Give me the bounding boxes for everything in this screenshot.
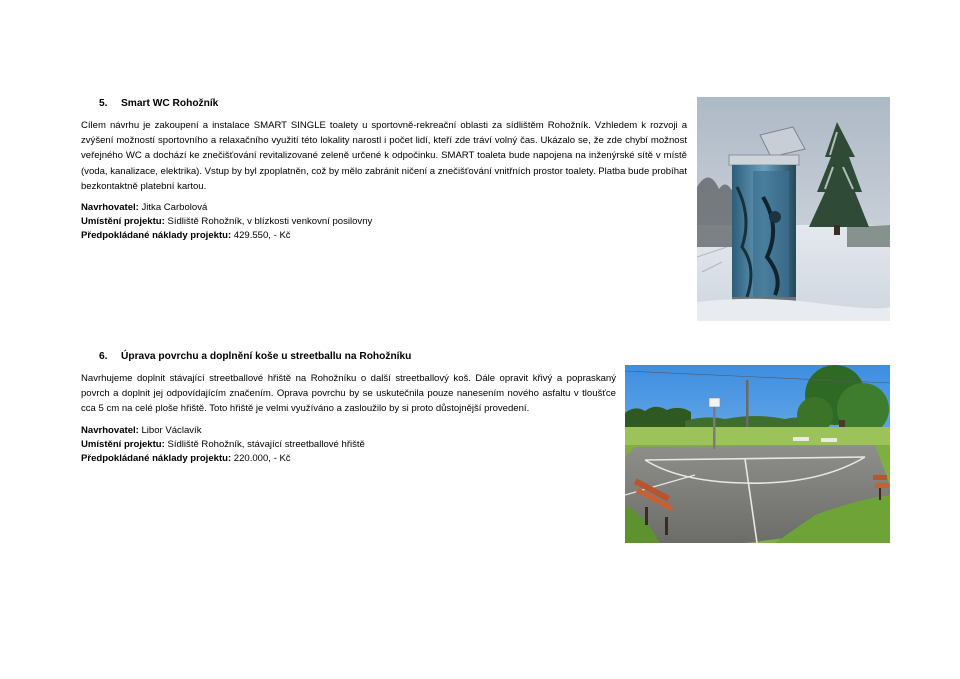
project-5-proposer-row bbox=[81, 201, 687, 215]
location-label: Umístění projektu: bbox=[81, 438, 165, 450]
cost-label: Předpokládané náklady projektu: bbox=[81, 453, 232, 465]
cost-label: Předpokládané náklady projektu: bbox=[81, 230, 232, 242]
project-5-location-row bbox=[81, 215, 687, 229]
project-6-proposer-row bbox=[81, 424, 616, 438]
project-6-title: Úprava povrchu a doplnění koše u streetballu na Rohožníku bbox=[121, 351, 412, 362]
proposer-value: Libor Václavík bbox=[141, 424, 202, 436]
project-5-meta bbox=[81, 201, 687, 244]
project-5-description: Cílem návrhu je zakoupení a instalace SMART SINGLE toalety u sportovně-rekreační oblasti za sídlištěm Rohožník. Vzhledem k rozvoji a zvýšení možností sportovního a relaxačního využití této lokality narostl i počet lidí, kteří zde tráví volný čas. Ukázalo se, že zde chybí možnost veřejného WC a dochází ke znečišťování revitalizované zeleně určené k odpočinku. SMART toaleta bude napojena na inženýrské sítě v místě (voda, kanalizace, elektrika). Vstup by byl zpoplatněn, což by mělo zabránit ničení a znečišťování vnitřních prostor toalety. Platba bude probíhat bezkontaktně platební kartou. bbox=[81, 120, 687, 192]
project-6-location-row bbox=[81, 438, 616, 452]
smart-toilet-photo bbox=[697, 97, 890, 321]
project-6-title-row bbox=[81, 351, 616, 362]
streetball-court-photo bbox=[625, 365, 890, 543]
project-6-description: Navrhujeme doplnit stávající streetballové hřiště na Rohožníku o další streetballový koš. Dále opravit křivý a popraskaný povrch a doplnit jej odpovídajícím značením. Oprava povrchu by se uskutečnila pouze nanesením nového asfaltu v tloušťce cca 5 cm na celé ploše hřiště. Toto hřiště je velmi využíváno a zasloužilo by si proto důstojnější provedení. bbox=[81, 373, 616, 415]
project-6-cost-row bbox=[81, 452, 616, 466]
project-6-meta bbox=[81, 424, 616, 467]
proposer-label: Navrhovatel: bbox=[81, 202, 139, 214]
cost-value: 429.550, - Kč bbox=[233, 230, 291, 242]
project-5-number: 5. bbox=[99, 98, 108, 109]
cost-value: 220.000, - Kč bbox=[233, 453, 291, 465]
location-label: Umístění projektu: bbox=[81, 216, 165, 228]
project-6-section bbox=[81, 351, 616, 466]
location-value: Sídliště Rohožník, stávající streetballové hřiště bbox=[167, 438, 365, 450]
project-6-number: 6. bbox=[99, 351, 108, 362]
project-5-title-row bbox=[81, 98, 687, 109]
proposer-value: Jitka Carbolová bbox=[141, 202, 208, 214]
proposer-label: Navrhovatel: bbox=[81, 424, 139, 436]
project-5-section bbox=[81, 98, 687, 244]
project-5-title: Smart WC Rohožník bbox=[121, 98, 219, 109]
project-5-cost-row bbox=[81, 229, 687, 243]
location-value: Sídliště Rohožník, v blízkosti venkovní posilovny bbox=[167, 216, 373, 228]
